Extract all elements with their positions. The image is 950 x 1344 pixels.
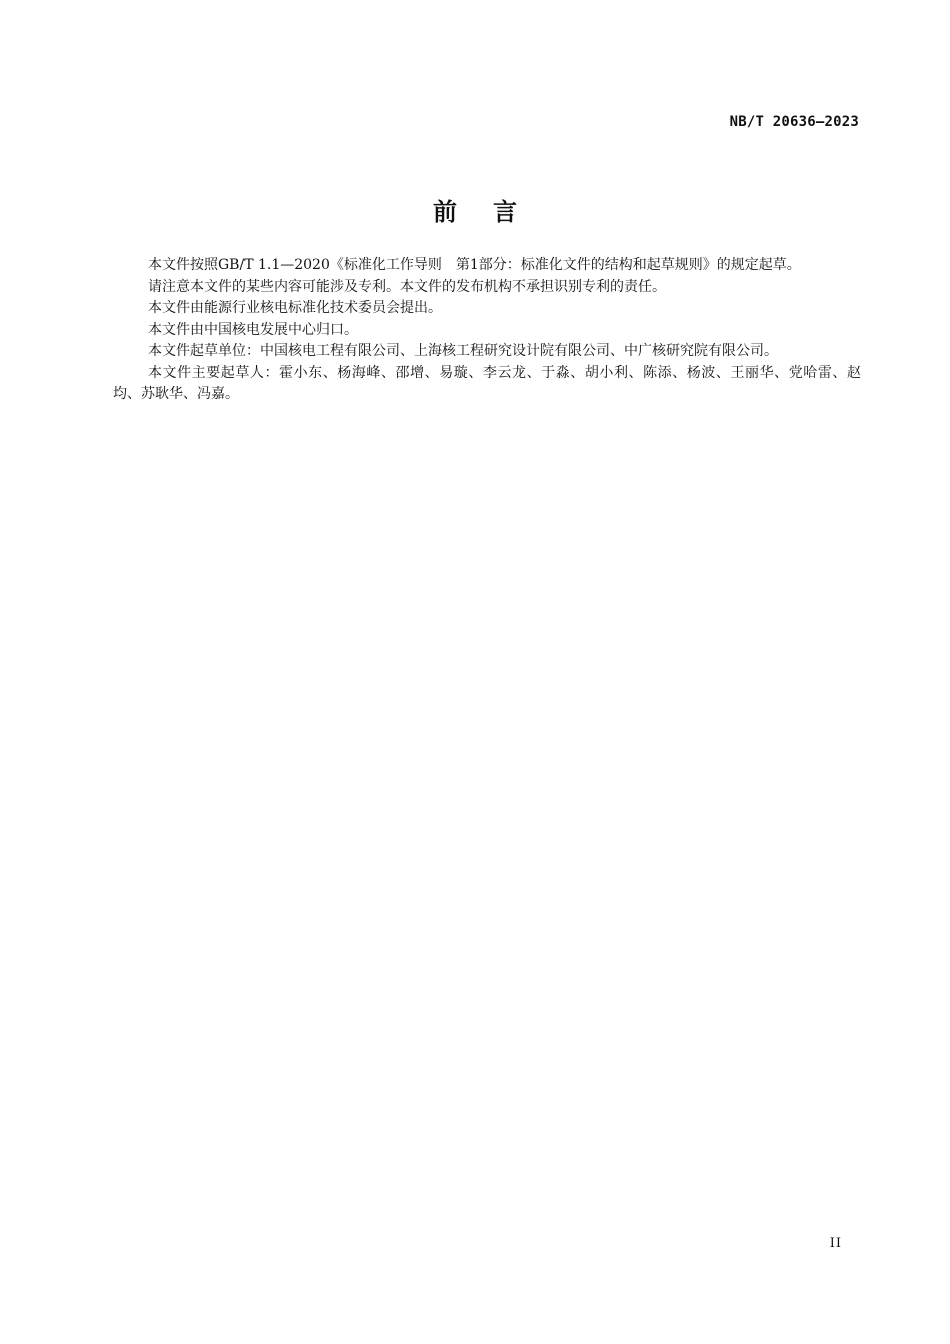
paragraph-drafting-rules: 本文件按照GB/T 1.1—2020《标准化工作导则 第1部分：标准化文件的结构和起草规则》的规定起草。 [148, 257, 801, 273]
paragraph-centralized-by: 本文件由中国核电发展中心归口。 [148, 321, 358, 338]
page-title: 前言 [433, 198, 553, 226]
paragraph-proposed-by: 本文件由能源行业核电标准化技术委员会提出。 [148, 300, 442, 316]
foreword-body [113, 255, 861, 406]
page-number: II [829, 1236, 842, 1251]
paragraph-drafters: 本文件主要起草人：霍小东、杨海峰、邵增、易璇、李云龙、于淼、胡小利、陈添、杨波、王丽华、党哈雷、赵均、苏耿华、冯嘉。 [113, 364, 861, 402]
paragraph-drafting-units: 本文件起草单位：中国核电工程有限公司、上海核工程研究设计院有限公司、中广核研究院有限公司。 [148, 343, 778, 359]
document-code: NB/T 20636—2023 [729, 114, 859, 130]
paragraph-patent-notice: 请注意本文件的某些内容可能涉及专利。本文件的发布机构不承担识别专利的责任。 [148, 278, 666, 295]
